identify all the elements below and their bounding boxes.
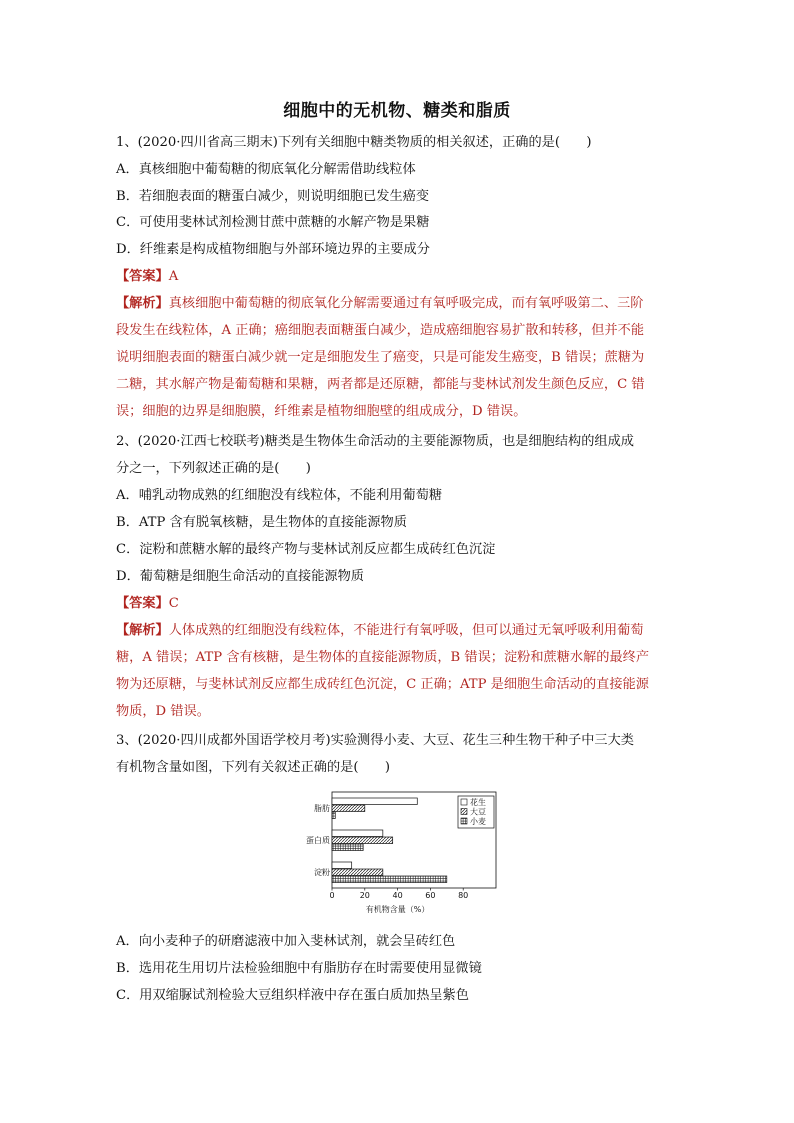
x-axis-label: 有机物含量（%） — [365, 905, 430, 914]
q1-analysis-line-4: 二糖，其水解产物是葡萄糖和果糖，两者都是还原糖，都能与斐林试剂发生颜色反应，C 错 — [116, 377, 645, 392]
q1-analysis-line-3: 说明细胞表面的糖蛋白减少就一定是细胞发生了癌变，只是可能发生癌变，B 错误；蔗糖为 — [116, 350, 645, 365]
organic-content-chart — [300, 788, 500, 918]
q1-answer-tag: 【答案】 — [116, 269, 169, 284]
bar-淀粉-大豆 — [332, 869, 383, 876]
x-tick-label: 0 — [329, 891, 335, 900]
page-title: 细胞中的无机物、糖类和脂质 — [283, 101, 511, 121]
q1-answer — [116, 267, 696, 287]
q2-analysis-line-2: 糖，A 错误；ATP 含有核糖，是生物体的直接能源物质，B 错误；淀粉和蔗糖水解的最终产 — [116, 650, 650, 665]
q1-answer-value: A — [168, 269, 179, 284]
q1-analysis-text-1: 真核细胞中葡萄糖的彻底氧化分解需要通过有氧呼吸完成，而有氧呼吸第二、三阶 — [168, 296, 644, 311]
q2-stem-line-1: 2、(2020·江西七校联考)糖类是生物体生命活动的主要能源物质，也是细胞结构的组成成 — [116, 434, 634, 449]
legend-label-大豆: 大豆 — [470, 807, 486, 817]
q3-stem-line-2: 有机物含量如图，下列有关叙述正确的是( ) — [116, 760, 391, 775]
q2-analysis-text-1: 人体成熟的红细胞没有线粒体，不能进行有氧呼吸，但可以通过无氧呼吸利用葡萄 — [168, 623, 644, 638]
category-label-蛋白质: 蛋白质 — [306, 835, 330, 845]
q2-option-d: D．葡萄糖是细胞生命活动的直接能源物质 — [116, 569, 364, 584]
legend-swatch-花生 — [461, 799, 467, 805]
q2-option-b: B．ATP 含有脱氧核糖，是生物体的直接能源物质 — [116, 515, 407, 530]
x-tick-label: 60 — [425, 891, 436, 900]
x-tick-label: 20 — [359, 891, 370, 900]
bar-淀粉-小麦 — [332, 876, 447, 883]
q2-analysis-tag: 【解析】 — [116, 623, 169, 638]
x-tick-label: 80 — [458, 891, 469, 900]
bar-蛋白质-小麦 — [332, 844, 363, 851]
q2-answer — [116, 594, 696, 614]
bar-蛋白质-花生 — [332, 830, 383, 837]
q2-analysis-line-4: 物质，D 错误。 — [116, 704, 210, 719]
legend-swatch-大豆 — [461, 809, 467, 815]
q1-stem: 1、(2020·四川省高三期末)下列有关细胞中糖类物质的相关叙述，正确的是( ) — [116, 135, 592, 150]
q1-option-b: B．若细胞表面的糖蛋白减少，则说明细胞已发生癌变 — [116, 189, 430, 204]
q3-stem-line-1: 3、(2020·四川成都外国语学校月考)实验测得小麦、大豆、花生三种生物干种子中三大类 — [116, 733, 634, 748]
q1-analysis-line-2: 段发生在线粒体，A 正确；癌细胞表面糖蛋白减少，造成癌细胞容易扩散和转移，但并不能 — [116, 323, 645, 338]
q1-option-c: C．可使用斐林试剂检测甘蔗中蔗糖的水解产物是果糖 — [116, 215, 430, 230]
legend-label-花生: 花生 — [470, 798, 486, 807]
q1-option-a: A．真核细胞中葡萄糖的彻底氧化分解需借助线粒体 — [116, 162, 416, 177]
q1-analysis-tag: 【解析】 — [116, 296, 169, 311]
q1-analysis-line-1 — [116, 294, 696, 314]
q2-analysis-line-3: 物为还原糖，与斐林试剂反应都生成砖红色沉淀，C 正确；ATP 是细胞生命活动的直接能源 — [116, 677, 649, 692]
q1-analysis-line-5: 误；细胞的边界是细胞膜，纤维素是植物细胞壁的组成成分，D 错误。 — [116, 404, 527, 419]
legend-label-小麦: 小麦 — [470, 817, 486, 826]
q3-option-b: B．选用花生用切片法检验细胞中有脂肪存在时需要使用显微镜 — [116, 961, 482, 976]
chart-svg — [300, 788, 500, 918]
q2-option-a: A．哺乳动物成熟的红细胞没有线粒体，不能利用葡萄糖 — [116, 488, 443, 503]
bar-淀粉-花生 — [332, 862, 352, 869]
q2-answer-tag: 【答案】 — [116, 596, 169, 611]
q2-answer-value: C — [168, 596, 179, 611]
bar-脂肪-小麦 — [332, 812, 335, 819]
q1-option-d: D．纤维素是构成植物细胞与外部环境边界的主要成分 — [116, 242, 430, 257]
q2-stem-line-2: 分之一，下列叙述正确的是( ) — [116, 461, 311, 476]
bar-蛋白质-大豆 — [332, 837, 393, 844]
bar-脂肪-大豆 — [332, 805, 365, 812]
q3-option-c: C．用双缩脲试剂检验大豆组织样液中存在蛋白质加热呈紫色 — [116, 988, 469, 1003]
legend-swatch-小麦 — [461, 818, 467, 824]
q2-analysis-line-1 — [116, 621, 696, 641]
category-label-淀粉: 淀粉 — [314, 867, 330, 877]
q3-option-a: A．向小麦种子的研磨滤液中加入斐林试剂，就会呈砖红色 — [116, 934, 456, 949]
bar-脂肪-花生 — [332, 798, 417, 805]
category-label-脂肪: 脂肪 — [314, 803, 330, 813]
x-tick-label: 40 — [392, 891, 403, 900]
q2-option-c: C．淀粉和蔗糖水解的最终产物与斐林试剂反应都生成砖红色沉淀 — [116, 542, 496, 557]
